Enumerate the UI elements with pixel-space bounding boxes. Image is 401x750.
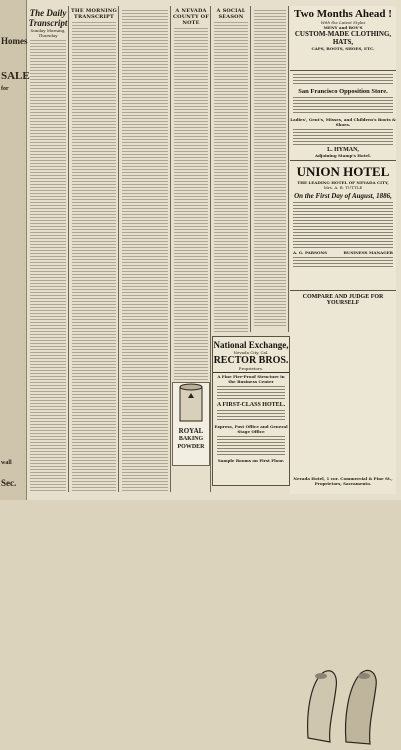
union-hotel-address: THE LEADING HOTEL OF NEVADA CITY,: [297, 180, 389, 185]
two-months-tagline: With the Latest Styles: [320, 20, 366, 25]
opposition-location: Adjoining Stamp's Hotel.: [314, 153, 372, 158]
column-2: [70, 6, 119, 492]
opposition-body-text-2: [293, 129, 393, 145]
column-2-text: [72, 22, 116, 492]
column-6: [252, 6, 289, 332]
national-exchange-feature2: A FIRST-CLASS HOTEL.: [216, 402, 286, 408]
edge-word-wall: wall: [1, 460, 12, 466]
opposition-intro-text: [293, 74, 393, 86]
two-months-ahead-ad: [290, 6, 396, 71]
edge-word-sec: Sec.: [1, 478, 17, 488]
opposition-body-text: [293, 97, 393, 115]
column-4-text: [174, 28, 208, 396]
two-months-title: Two Months Ahead !: [294, 8, 392, 20]
masthead-subtitle: Sunday Morning, Thursday: [30, 28, 66, 38]
national-exchange-feature1: A Fine Fire-Proof Structure in the Business Center: [217, 374, 285, 384]
union-hotel-date-line: On the First Day of August, 1886,: [294, 192, 392, 200]
opposition-title: San Francisco Opposition Store.: [298, 88, 388, 95]
opposition-proprietor: L. HYMAN,: [327, 147, 359, 153]
compare-bottom-note: Nevada Hotel, 1 cor. Commercial & Pine St., Proprietors, Sacramento.: [293, 476, 393, 486]
national-exchange-text-3: [217, 436, 285, 456]
two-months-line: CUSTOM-MADE CLOTHING, HATS,: [294, 30, 392, 46]
union-hotel-manager-left: A. G. PARSONS: [293, 250, 328, 255]
national-exchange-feature4: Sample Rooms on First Floor.: [217, 458, 285, 463]
two-months-sub: CAPS, BOOTS, SHOES, ETC.: [311, 46, 375, 51]
opposition-products: Ladies', Gent's, Misses, and Children's Boots & Shoes.: [290, 117, 396, 127]
royal-baking-powder-ad: [172, 382, 210, 466]
column-5-text: [214, 22, 248, 332]
powder-brand: ROYAL: [178, 427, 204, 435]
union-hotel-body-text: [293, 202, 393, 248]
column-4-heading: A NEVADA COUNTY OF NOTE: [172, 8, 209, 26]
union-hotel-title: UNION HOTEL: [296, 164, 390, 179]
powder-line2: POWDER: [177, 444, 205, 450]
masthead-title: The Daily Transcript: [28, 8, 68, 28]
national-exchange-proprietors: RECTOR BROS.: [213, 355, 289, 366]
powder-can-icon: [174, 383, 208, 423]
advertisement-column: [290, 6, 396, 494]
national-exchange-feature3: Express, Post Office and General Stage Office: [214, 424, 288, 434]
national-exchange-role: Proprietors.: [238, 366, 264, 371]
powder-line1: BAKING: [178, 436, 204, 442]
column-3: [120, 6, 171, 492]
edge-word-homes: Homes: [1, 36, 28, 46]
national-exchange-title: National Exchange,: [213, 340, 289, 350]
column-5: [212, 6, 251, 332]
left-page-edge: [0, 0, 30, 500]
column-5-heading: A SOCIAL SEASON: [216, 8, 246, 20]
column-1: [28, 6, 69, 492]
compare-ad: [290, 292, 396, 488]
two-months-brand: MENY and BOY'S: [323, 25, 363, 30]
opposition-store-ad: [290, 72, 396, 161]
national-exchange-text-2: [217, 410, 285, 422]
column-1-text: [30, 40, 66, 492]
national-exchange-place: Nevada City, Cal.: [233, 350, 269, 355]
divider: [213, 372, 289, 373]
shoe-illustration-icon: [298, 658, 388, 750]
union-hotel-ad: [290, 162, 396, 291]
column-3-text: [122, 10, 168, 492]
edge-word-for: for: [1, 86, 9, 92]
edge-word-sale: SALE: [1, 70, 30, 82]
union-hotel-managers: [293, 250, 393, 255]
column-2-heading: THE MORNING TRANSCRIPT: [71, 8, 117, 20]
column-6-text: [254, 10, 286, 328]
national-exchange-text: [217, 386, 285, 400]
union-hotel-manager-right: BUSINESS MANAGER: [343, 250, 393, 255]
national-exchange-ad: [212, 336, 290, 486]
union-hotel-proprietor: Mrs. A. B. TUTTLE: [323, 185, 363, 190]
compare-title: COMPARE AND JUDGE FOR YOURSELF: [302, 294, 384, 306]
union-hotel-footer-text: [293, 257, 393, 267]
